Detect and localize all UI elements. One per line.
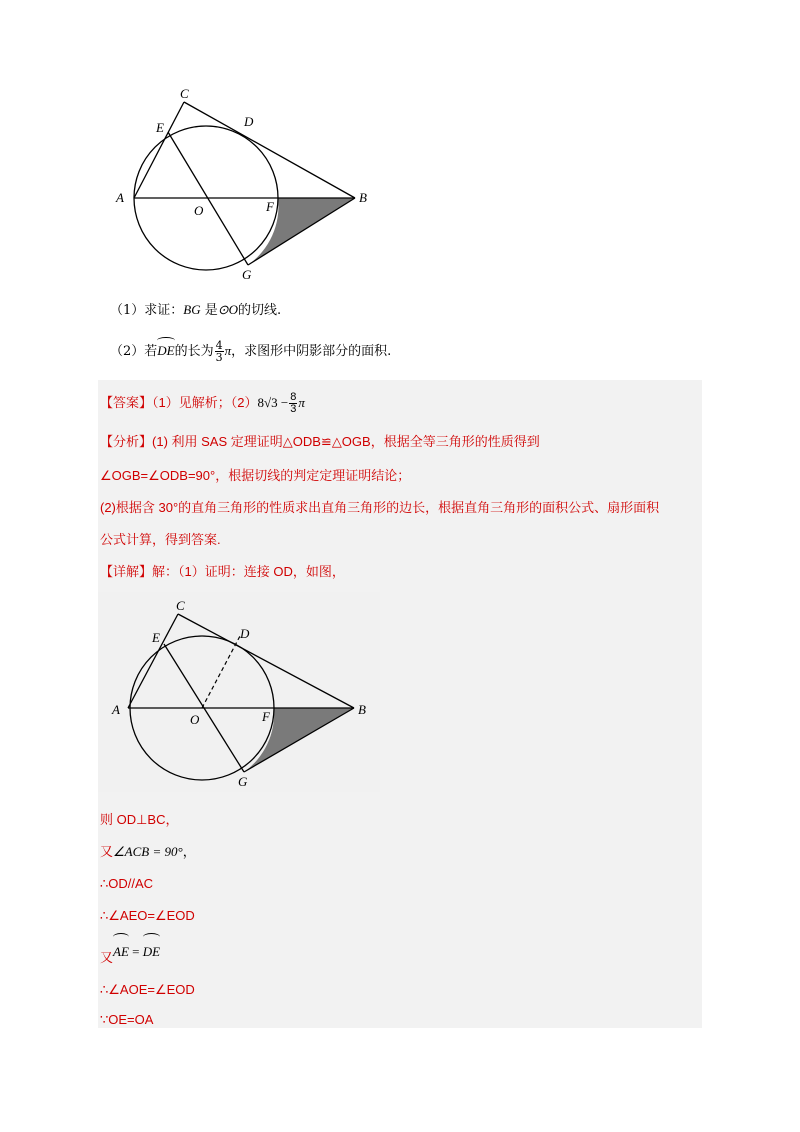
analysis-line-4: 公式计算，得到答案. — [100, 532, 221, 547]
label-b: B — [359, 190, 367, 205]
step-3: ∴OD//AC — [100, 876, 154, 891]
label-a: A — [112, 702, 120, 717]
label-o: O — [190, 712, 200, 727]
line-od-dashed — [202, 636, 240, 708]
fraction: $\frac{4}{3}$ — [215, 339, 223, 364]
detail-tag: 【详解】 — [100, 564, 153, 579]
label-d: D — [240, 626, 250, 641]
answer-tag: 【答案】 — [100, 394, 153, 410]
step-2: 又∠ACB = 90°， — [100, 844, 196, 859]
analysis-line-1: 【分析】(1) 利用 SAS 定理证明△ODB≌△OGB，根据全等三角形的性质得到 — [100, 434, 540, 449]
label-o: O — [194, 203, 204, 218]
step-5: 又AE = DE — [100, 938, 160, 966]
step-4: ∴∠AEO=∠EOD — [100, 908, 195, 923]
line-cb — [184, 102, 355, 198]
answer-fraction: $\frac{8}{3}$ — [290, 391, 297, 415]
step-7: ∵OE=OA — [100, 1012, 154, 1027]
label-e: E — [152, 630, 160, 645]
geometry-figure-2 — [98, 592, 380, 792]
analysis-line-3: (2)根据含 30°的直角三角形的性质求出直角三角形的边长，根据直角三角形的面积公式、扇形面积 — [100, 500, 660, 515]
analysis-tag: 【分析】 — [100, 434, 153, 449]
step-6: ∴∠AOE=∠EOD — [100, 982, 195, 997]
answer-line: 【答案】（1）见解析；（2）8√3 − $\frac{8}{3}$ π — [100, 391, 305, 415]
label-g: G — [238, 774, 248, 789]
analysis-line-2: ∠OGB=∠ODB=90°，根据切线的判定定理证明结论； — [100, 468, 411, 483]
step-1: 则 OD⊥BC， — [100, 812, 179, 827]
geometry-figure-1 — [110, 80, 380, 280]
line-ac — [128, 614, 178, 708]
label-d: D — [244, 114, 254, 129]
line-cb — [178, 614, 354, 708]
label-b: B — [358, 702, 366, 717]
label-a: A — [116, 190, 124, 205]
label-f: F — [266, 199, 274, 214]
label-g: G — [242, 267, 252, 280]
label-c: C — [176, 598, 185, 613]
detail-line: 【详解】解：（1）证明：连接 OD，如图， — [100, 564, 345, 579]
line-ac — [134, 102, 184, 198]
label-e: E — [156, 120, 164, 135]
question-1: （1）求证：BG 是⊙O的切线. — [110, 302, 282, 318]
question-2: （2）若DE的长为 $\frac{4}{3}$ π，求图形中阴影部分的面积. — [110, 339, 392, 364]
label-f: F — [262, 709, 270, 724]
label-c: C — [180, 86, 189, 101]
